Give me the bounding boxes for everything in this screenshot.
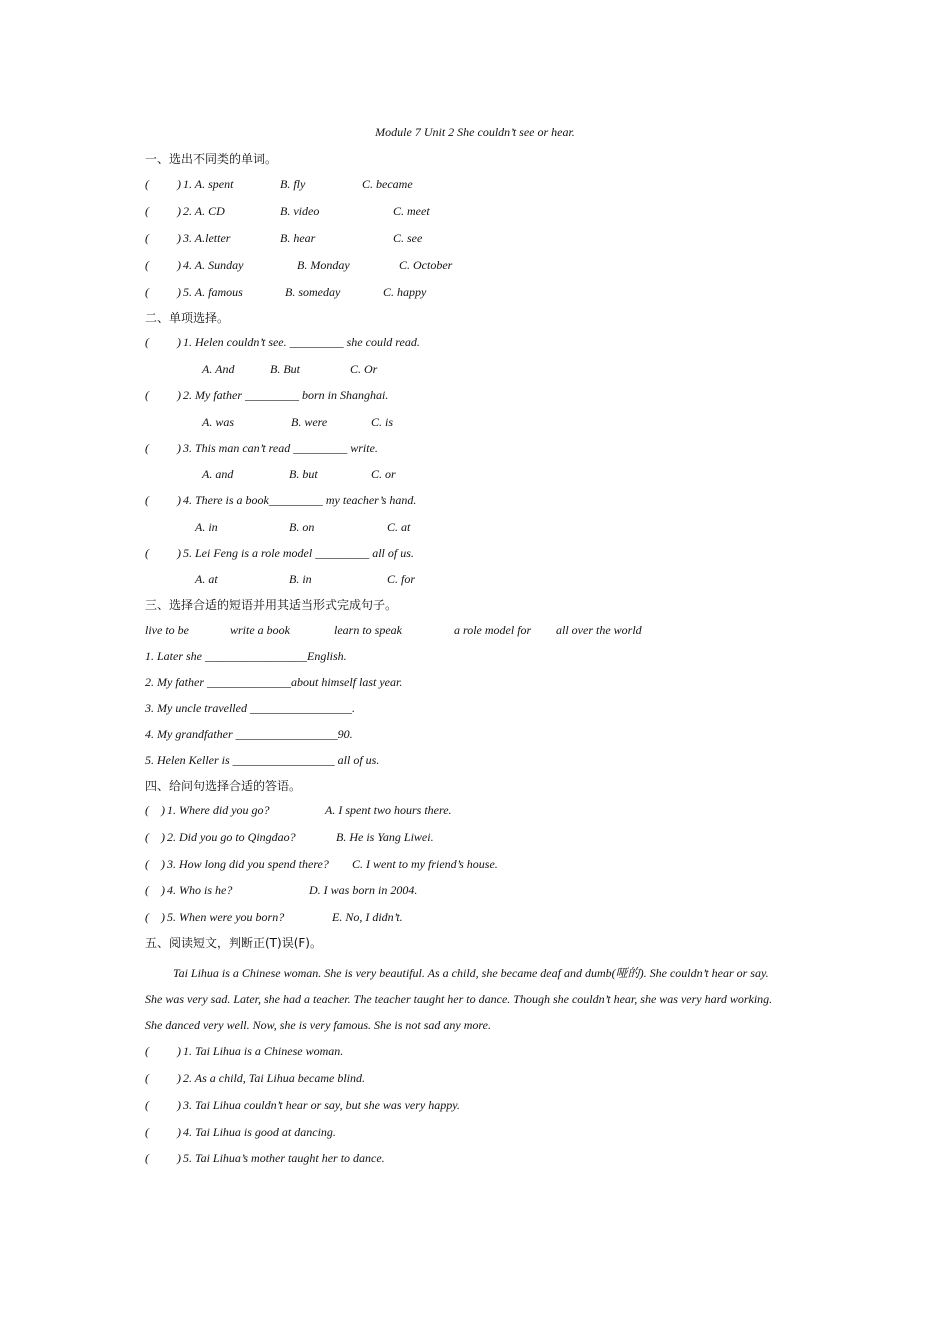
section-2-heading: 二、单项选择。 <box>145 311 230 325</box>
list-item <box>145 803 452 817</box>
option-b: B. But <box>270 362 300 376</box>
phrase-item: live to be <box>145 623 189 637</box>
answer-bracket-close: ) <box>177 1125 181 1139</box>
list-item <box>145 388 389 402</box>
option-b: B. hear <box>280 231 316 245</box>
option-b: B. in <box>289 572 312 586</box>
option-c: C. October <box>399 258 453 272</box>
option-c: C. became <box>362 177 413 191</box>
answer-bracket-open: ( <box>145 285 149 299</box>
answer-bracket-close: ) <box>161 830 165 844</box>
answer-bracket-close: ) <box>177 258 181 272</box>
fill-sentence: 3. My uncle travelled _________________. <box>145 701 355 715</box>
fill-sentence: 5. Helen Keller is _________________ all of us. <box>145 753 380 767</box>
passage-text: Tai Lihua is a Chinese woman. She is very beautiful. As a child, she became deaf and dumb(哑的). She couldn’t hear or say. <box>173 966 769 980</box>
list-item <box>145 546 414 560</box>
option-a: A. And <box>202 362 235 376</box>
option-b: B. someday <box>285 285 341 299</box>
phrase-item: all over the world <box>556 623 642 637</box>
question-text: 2. Did you go to Qingdao? <box>167 830 296 844</box>
section-5-heading: 五、阅读短文，判断正(T)误(F)。 <box>145 936 322 950</box>
list-item <box>145 1151 385 1165</box>
statement-text: 4. Tai Lihua is good at dancing. <box>183 1125 336 1139</box>
answer-bracket-close: ) <box>161 803 165 817</box>
option-a: A. in <box>195 520 218 534</box>
option-a: A. was <box>202 415 235 429</box>
answer-option: B. He is Yang Liwei. <box>336 830 434 844</box>
option-c: C. is <box>371 415 394 429</box>
section-1-heading: 一、选出不同类的单词。 <box>145 152 278 166</box>
question-text: 5. Lei Feng is a role model _________ all of us. <box>183 546 414 560</box>
answer-bracket-open: ( <box>145 910 149 924</box>
option-c: C. Or <box>350 362 378 376</box>
answer-bracket-open: ( <box>145 258 149 272</box>
answer-bracket-open: ( <box>145 1071 149 1085</box>
statement-text: 1. Tai Lihua is a Chinese woman. <box>183 1044 344 1058</box>
question-text: 5. When were you born? <box>167 910 285 924</box>
option-c: C. see <box>393 231 423 245</box>
question-text: 3. How long did you spend there? <box>167 857 329 871</box>
list-item <box>145 883 418 897</box>
answer-option: D. I was born in 2004. <box>309 883 418 897</box>
answer-bracket-close: ) <box>177 335 181 349</box>
answer-bracket-close: ) <box>177 1044 181 1058</box>
answer-bracket-open: ( <box>145 803 149 817</box>
statement-text: 2. As a child, Tai Lihua became blind. <box>183 1071 366 1085</box>
list-item <box>145 493 417 507</box>
option-c: C. or <box>371 467 396 481</box>
option-a: 1. A. spent <box>183 177 234 191</box>
question-text: 4. Who is he? <box>167 883 233 897</box>
answer-bracket-close: ) <box>177 441 181 455</box>
answer-bracket-close: ) <box>177 204 181 218</box>
answer-bracket-close: ) <box>161 910 165 924</box>
list-item <box>145 857 498 871</box>
option-b: B. Monday <box>297 258 350 272</box>
option-c: C. at <box>387 520 411 534</box>
answer-bracket-close: ) <box>177 493 181 507</box>
reading-passage <box>145 960 815 1038</box>
list-item <box>145 830 434 844</box>
option-c: C. for <box>387 572 416 586</box>
answer-bracket-close: ) <box>177 231 181 245</box>
passage-line: She danced very well. Now, she is very famous. She is not sad any more. <box>145 1018 491 1032</box>
answer-bracket-open: ( <box>145 204 149 218</box>
list-item <box>145 441 378 455</box>
answer-bracket-open: ( <box>145 441 149 455</box>
answer-bracket-close: ) <box>177 177 181 191</box>
option-a: 2. A. CD <box>183 204 225 218</box>
answer-bracket-open: ( <box>145 388 149 402</box>
answer-bracket-close: ) <box>161 857 165 871</box>
list-item <box>145 1098 460 1112</box>
list-item <box>145 335 420 349</box>
statement-text: 3. Tai Lihua couldn’t hear or say, but she was very happy. <box>183 1098 460 1112</box>
answer-bracket-open: ( <box>145 177 149 191</box>
list-item <box>145 1071 366 1085</box>
answer-bracket-close: ) <box>161 883 165 897</box>
option-a: 4. A. Sunday <box>183 258 244 272</box>
answer-bracket-open: ( <box>145 857 149 871</box>
answer-bracket-open: ( <box>145 830 149 844</box>
phrase-item: learn to speak <box>334 623 402 637</box>
list-item <box>145 231 423 245</box>
page-title: Module 7 Unit 2 She couldn’t see or hear. <box>375 125 575 139</box>
answer-bracket-open: ( <box>145 546 149 560</box>
question-text: 4. There is a book_________ my teacher’s hand. <box>183 493 417 507</box>
list-item <box>145 1125 336 1139</box>
option-c: C. meet <box>393 204 430 218</box>
list-item <box>145 204 430 218</box>
option-b: B. fly <box>280 177 306 191</box>
answer-option: E. No, I didn’t. <box>332 910 403 924</box>
answer-bracket-open: ( <box>145 1151 149 1165</box>
answer-bracket-open: ( <box>145 883 149 897</box>
question-text: 3. This man can’t read _________ write. <box>183 441 378 455</box>
list-item <box>145 1044 344 1058</box>
answer-bracket-close: ) <box>177 1071 181 1085</box>
list-item <box>145 910 403 924</box>
answer-bracket-close: ) <box>177 388 181 402</box>
question-text: 1. Where did you go? <box>167 803 270 817</box>
option-c: C. happy <box>383 285 427 299</box>
list-item <box>145 177 413 191</box>
phrase-item: write a book <box>230 623 290 637</box>
option-b: B. video <box>280 204 320 218</box>
option-a: A. at <box>195 572 218 586</box>
fill-sentence: 2. My father ______________about himself last year. <box>145 675 403 689</box>
option-a: 3. A.letter <box>183 231 231 245</box>
list-item <box>145 258 453 272</box>
answer-option: A. I spent two hours there. <box>325 803 452 817</box>
answer-bracket-open: ( <box>145 1044 149 1058</box>
option-a: 5. A. famous <box>183 285 243 299</box>
section-4-heading: 四、给问句选择合适的答语。 <box>145 779 302 793</box>
answer-bracket-open: ( <box>145 1125 149 1139</box>
statement-text: 5. Tai Lihua’s mother taught her to dance. <box>183 1151 385 1165</box>
option-a: A. and <box>202 467 234 481</box>
answer-bracket-open: ( <box>145 1098 149 1112</box>
fill-sentence: 1. Later she _________________English. <box>145 649 347 663</box>
question-text: 1. Helen couldn’t see. _________ she could read. <box>183 335 420 349</box>
answer-bracket-close: ) <box>177 1098 181 1112</box>
option-b: B. were <box>291 415 328 429</box>
fill-sentence: 4. My grandfather _________________90. <box>145 727 353 741</box>
section-3-heading: 三、选择合适的短语并用其适当形式完成句子。 <box>145 598 398 612</box>
answer-bracket-close: ) <box>177 546 181 560</box>
phrase-item: a role model for <box>454 623 532 637</box>
answer-bracket-open: ( <box>145 231 149 245</box>
option-b: B. on <box>289 520 315 534</box>
answer-bracket-open: ( <box>145 335 149 349</box>
answer-bracket-close: ) <box>177 1151 181 1165</box>
passage-line <box>145 960 815 986</box>
list-item <box>145 285 427 299</box>
answer-bracket-open: ( <box>145 493 149 507</box>
option-b: B. but <box>289 467 318 481</box>
answer-option: C. I went to my friend’s house. <box>352 857 498 871</box>
answer-bracket-close: ) <box>177 285 181 299</box>
question-text: 2. My father _________ born in Shanghai. <box>183 388 389 402</box>
passage-line: She was very sad. Later, she had a teacher. The teacher taught her to dance. Though she couldn’t hear, she was very hard working. <box>145 992 773 1006</box>
